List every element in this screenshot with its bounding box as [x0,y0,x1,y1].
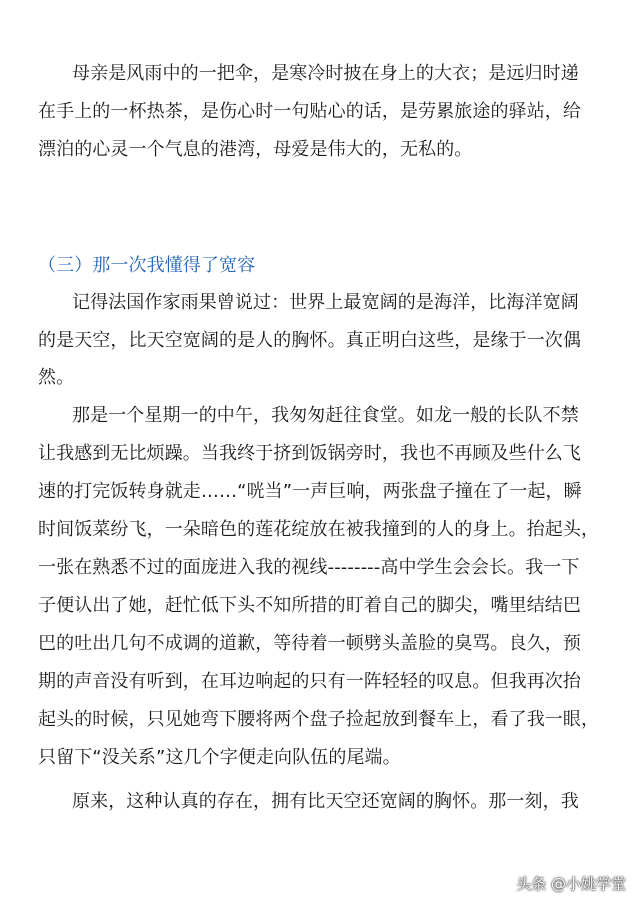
paragraph-3-line-2: 让我感到无比烦躁。当我终于挤到饭锅旁时，我也不再顾及些什么飞 [38,443,581,464]
paragraph-3-line-1: 那是一个星期一的中午，我匆匆赶往食堂。如龙一般的长队不禁 [72,405,579,426]
paragraph-3-line-3: 速的打完饭转身就走……“咣当”一声巨响，两张盘子撞在了一起，瞬 [38,481,582,502]
paragraph-1-line-1: 母亲是风雨中的一把伞，是寒冷时披在身上的大衣；是远归时递 [72,63,579,84]
paragraph-2-line-1: 记得法国作家雨果曾说过：世界上最宽阔的是海洋，比海洋宽阔 [72,292,579,313]
paragraph-2-line-2: 的是天空，比天空宽阔的是人的胸怀。真正明白这些，是缘于一次偶 [38,330,581,351]
paragraph-3-line-5: 一张在熟悉不过的面庞进入我的视线--------高中学生会会长。我一下 [38,557,580,578]
paragraph-1-line-2: 在手上的一杯热茶，是伤心时一句贴心的话，是劳累旅途的驿站，给 [38,101,581,122]
paragraph-3-line-7: 巴的吐出几句不成调的道歉，等待着一顿劈头盖脸的臭骂。良久，预 [38,633,581,654]
paragraph-2-line-3: 然。 [38,367,75,388]
paragraph-3-line-6: 子便认出了她，赶忙低下头不知所措的盯着自己的脚尖，嘴里结结巴 [38,595,581,616]
paragraph-3-line-4: 时间饭菜纷飞，一朵暗色的莲花绽放在被我撞到的人的身上。抬起头， [38,519,600,540]
section-heading: （三）那一次我懂得了宽容 [38,255,256,276]
watermark: 头条 @小姚学堂 [516,875,626,893]
paragraph-4-line-1: 原来，这种认真的存在，拥有比天空还宽阔的胸怀。那一刻，我 [72,791,579,812]
paragraph-3-line-8: 期的声音没有听到，在耳边响起的只有一阵轻轻的叹息。但我再次抬 [38,671,581,692]
paragraph-3-line-10: 只留下“没关系”这几个字便走向队伍的尾端。 [38,747,401,768]
paragraph-3-line-9: 起头的时候，只见她弯下腰将两个盘子捡起放到餐车上，看了我一眼， [38,709,600,730]
paragraph-1-line-3: 漂泊的心灵一个气息的港湾，母爱是伟大的，无私的。 [38,139,473,160]
